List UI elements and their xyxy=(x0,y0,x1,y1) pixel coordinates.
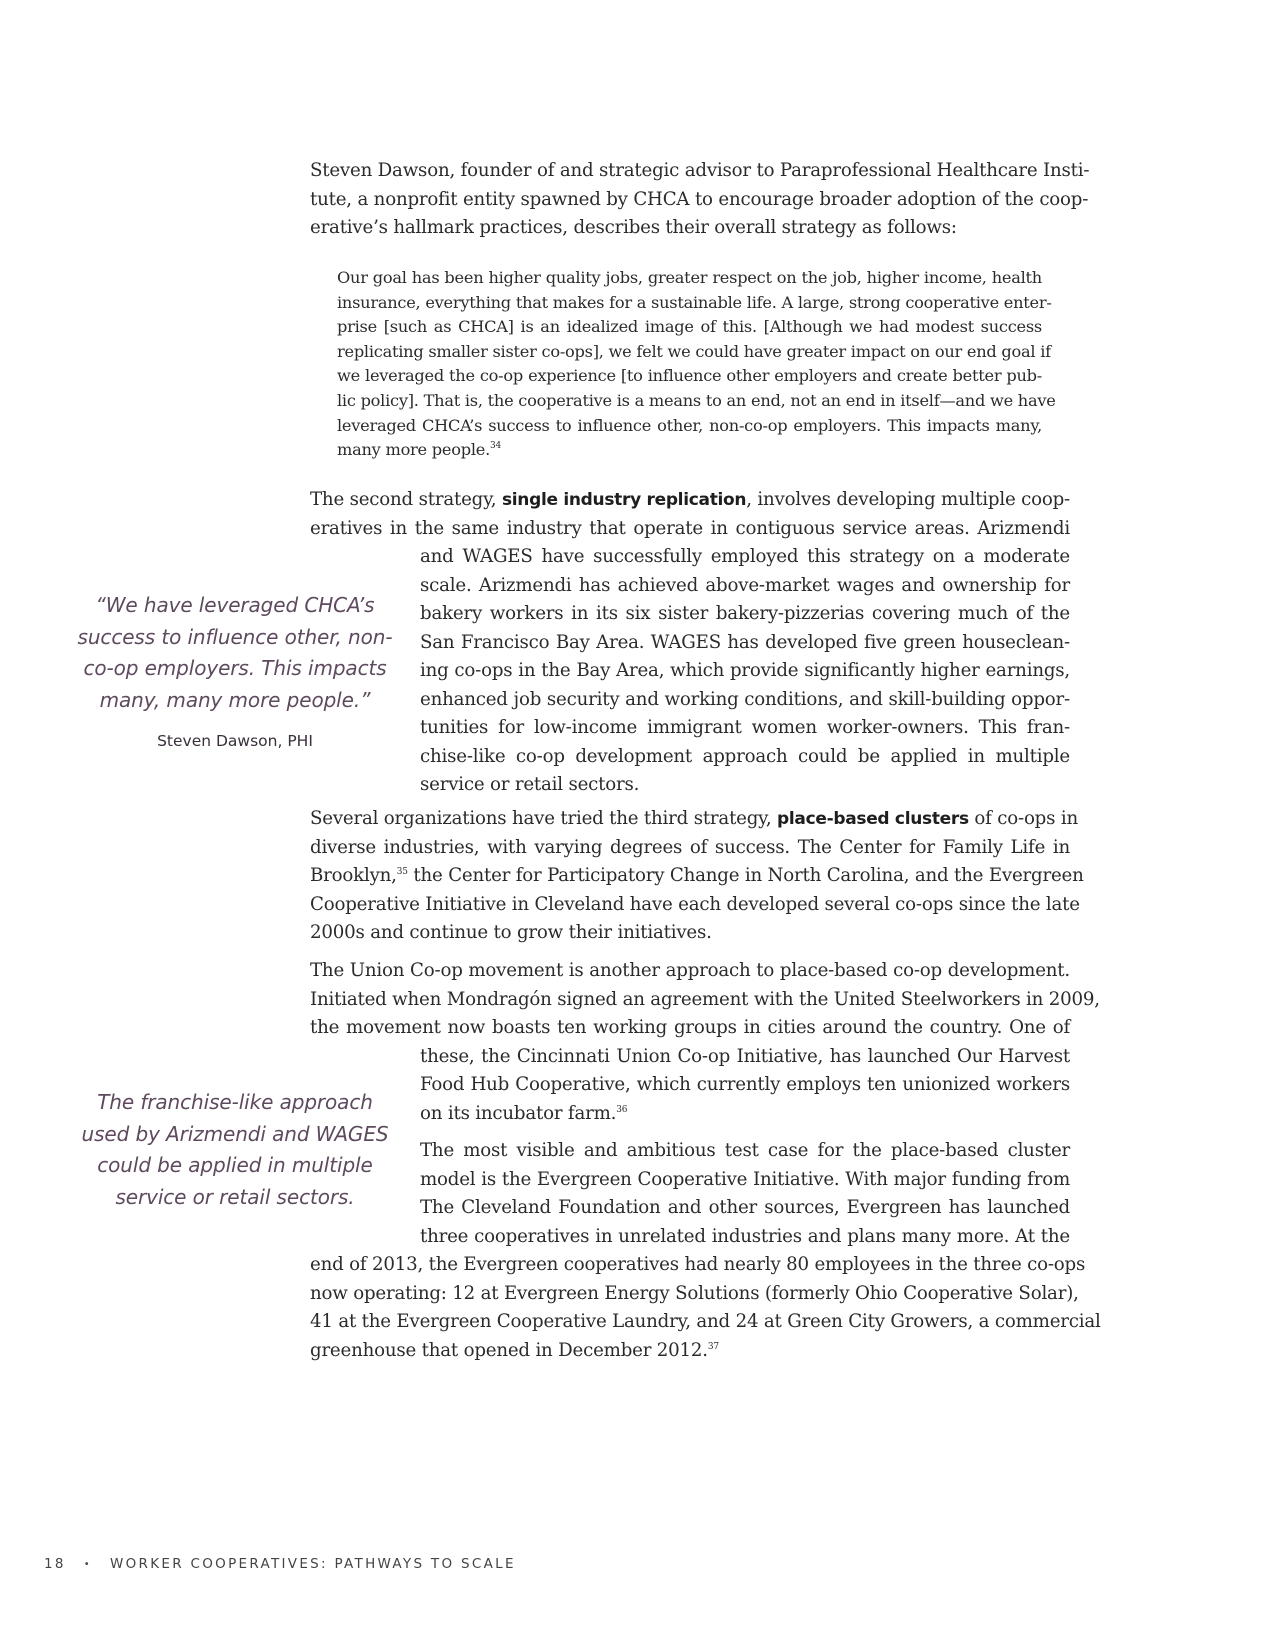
page-number: 18 xyxy=(44,1556,66,1572)
footnote-ref: 34 xyxy=(489,441,501,452)
text-line xyxy=(310,1337,1070,1366)
intro-paragraph xyxy=(310,157,1090,243)
text-line: these, the Cincinnati Union Co-op Initiative, has launched Our Harvest xyxy=(420,1045,1070,1067)
text-line: San Francisco Bay Area. WAGES has developed five green houseclean- xyxy=(420,631,1070,653)
text-line: Food Hub Cooperative, which currently employs ten unionized workers xyxy=(420,1074,1070,1095)
footnote-ref: 37 xyxy=(707,1341,719,1352)
text-run: Brooklyn, xyxy=(310,865,397,886)
text-line: 2000s and continue to grow their initiatives. xyxy=(310,922,712,943)
text-line: enhanced job security and working conditions, and skill-building oppor- xyxy=(420,688,1070,710)
text-run: of co-ops in xyxy=(968,808,1078,829)
text-line: scale. Arizmendi has achieved above-market wages and ownership for xyxy=(420,574,1070,596)
pull-quote-line: The franchise-like approach xyxy=(97,1090,373,1114)
text-run: greenhouse that opened in December 2012. xyxy=(310,1339,708,1361)
text-line: ing co-ops in the Bay Area, which provide significantly higher earnings, xyxy=(420,660,1070,681)
pull-quote-chca xyxy=(70,590,400,716)
pull-quote-attribution: Steven Dawson, PHI xyxy=(157,732,313,750)
text-line xyxy=(420,1100,1070,1129)
text-line: the movement now boasts ten working groups in cities around the country. One of xyxy=(310,1017,1070,1038)
pull-quote-line: success to influence other, non- xyxy=(77,624,393,649)
text-run: the Center for Participatory Change in North Carolina, and the Evergreen xyxy=(407,865,1084,886)
text-line: tute, a nonprofit entity spawned by CHCA to encourage broader adoption of the coop- xyxy=(310,188,1089,210)
text-line: The Cleveland Foundation and other sources, Evergreen has launched xyxy=(420,1197,1070,1218)
text-run: on its incubator farm. xyxy=(420,1102,617,1124)
pull-quote-line: could be applied in multiple xyxy=(97,1153,373,1177)
evergreen-paragraph xyxy=(310,1137,1101,1365)
text-line: bakery workers in its six sister bakery-pizzerias covering much of the xyxy=(420,603,1070,624)
text-line: service or retail sectors. xyxy=(420,774,640,795)
quote-line: we leveraged the co-op experience [to influence other employers and create better pub- xyxy=(337,366,1042,386)
quote-line: leveraged CHCA’s success to influence other, non-co-op employers. This impacts many, xyxy=(337,415,1042,435)
quote-line: lic policy]. That is, the cooperative is a means to an end, not an end in itself—and we have xyxy=(337,390,1056,410)
text-line: chise-like co-op development approach could be applied in multiple xyxy=(420,745,1070,767)
pull-quote-line: “We have leveraged CHCA’s xyxy=(95,593,375,617)
text-line: erative’s hallmark practices, describes their overall strategy as follows: xyxy=(310,217,957,238)
keyword-place-based-clusters: place-based clusters xyxy=(777,809,969,829)
text-line: and WAGES have successfully employed this strategy on a moderate xyxy=(420,546,1070,567)
union-coop-paragraph xyxy=(310,957,1100,1128)
text-run: The second strategy, xyxy=(310,489,502,510)
text-line: The most visible and ambitious test case for the place-based cluster xyxy=(420,1140,1070,1161)
bullet-separator: • xyxy=(83,1558,92,1570)
quote-line: prise [such as CHCA] is an idealized image of this. [Although we had modest success xyxy=(337,317,1042,337)
quote-line-text: many more people. xyxy=(337,440,490,460)
text-line: three cooperatives in unrelated industries and plans many more. At the xyxy=(420,1225,1070,1247)
quote-line xyxy=(337,438,1042,463)
indented-block xyxy=(420,543,1070,800)
pull-quote-line: many, many more people.” xyxy=(99,687,371,712)
pull-quote-line: used by Arizmendi and WAGES xyxy=(81,1121,389,1146)
text-line: Cooperative Initiative in Cleveland have each developed several co-ops since the late xyxy=(310,893,1080,915)
text-line: end of 2013, the Evergreen cooperatives had nearly 80 employees in the three co-ops xyxy=(310,1254,1086,1275)
text-run: , involves developing multiple coop- xyxy=(746,489,1070,510)
indented-block xyxy=(420,1137,1070,1251)
text-line: Steven Dawson, founder of and strategic advisor to Paraprofessional Healthcare Insti- xyxy=(310,160,1090,181)
text-line: diverse industries, with varying degrees of success. The Center for Family Life in xyxy=(310,836,1070,858)
keyword-single-industry-replication: single industry replication xyxy=(501,490,747,510)
quote-line: Our goal has been higher quality jobs, greater respect on the job, higher income, health xyxy=(337,268,1042,287)
text-line: now operating: 12 at Evergreen Energy Solutions (formerly Ohio Cooperative Solar), xyxy=(310,1282,1079,1304)
text-line: The Union Co-op movement is another approach to place-based co-op development. xyxy=(310,960,1070,981)
indented-block xyxy=(420,1043,1070,1129)
text-line: Initiated when Mondragón signed an agreement with the United Steelworkers in 2009, xyxy=(310,988,1100,1010)
quote-line: replicating smaller sister co-ops], we felt we could have greater impact on our end goal if xyxy=(337,341,1051,361)
text-line: model is the Evergreen Cooperative Initiative. With major funding from xyxy=(420,1168,1070,1190)
footnote-ref: 36 xyxy=(616,1104,628,1115)
footnote-ref: 35 xyxy=(396,867,408,877)
third-strategy-paragraph xyxy=(310,805,1084,948)
pull-quote-line: co-op employers. This impacts xyxy=(83,656,387,680)
block-quote xyxy=(337,266,1056,463)
text-line xyxy=(310,805,1078,834)
text-line: tunities for low-income immigrant women worker-owners. This fran- xyxy=(420,717,1070,738)
text-line xyxy=(310,486,1070,515)
page-footer xyxy=(44,1556,516,1572)
text-line: eratives in the same industry that operate in contiguous service areas. Arizmendi xyxy=(310,517,1070,539)
running-title: WORKER COOPERATIVES: PATHWAYS TO SCALE xyxy=(109,1556,516,1572)
second-strategy-paragraph xyxy=(310,486,1070,800)
pull-quote-line: service or retail sectors. xyxy=(115,1184,355,1209)
text-line: 41 at the Evergreen Cooperative Laundry, and 24 at Green City Growers, a commercial xyxy=(310,1311,1101,1332)
text-line xyxy=(310,862,1084,891)
text-run: Several organizations have tried the third strategy, xyxy=(310,808,778,829)
quote-line: insurance, everything that makes for a sustainable life. A large, strong cooperative enter- xyxy=(337,292,1052,312)
